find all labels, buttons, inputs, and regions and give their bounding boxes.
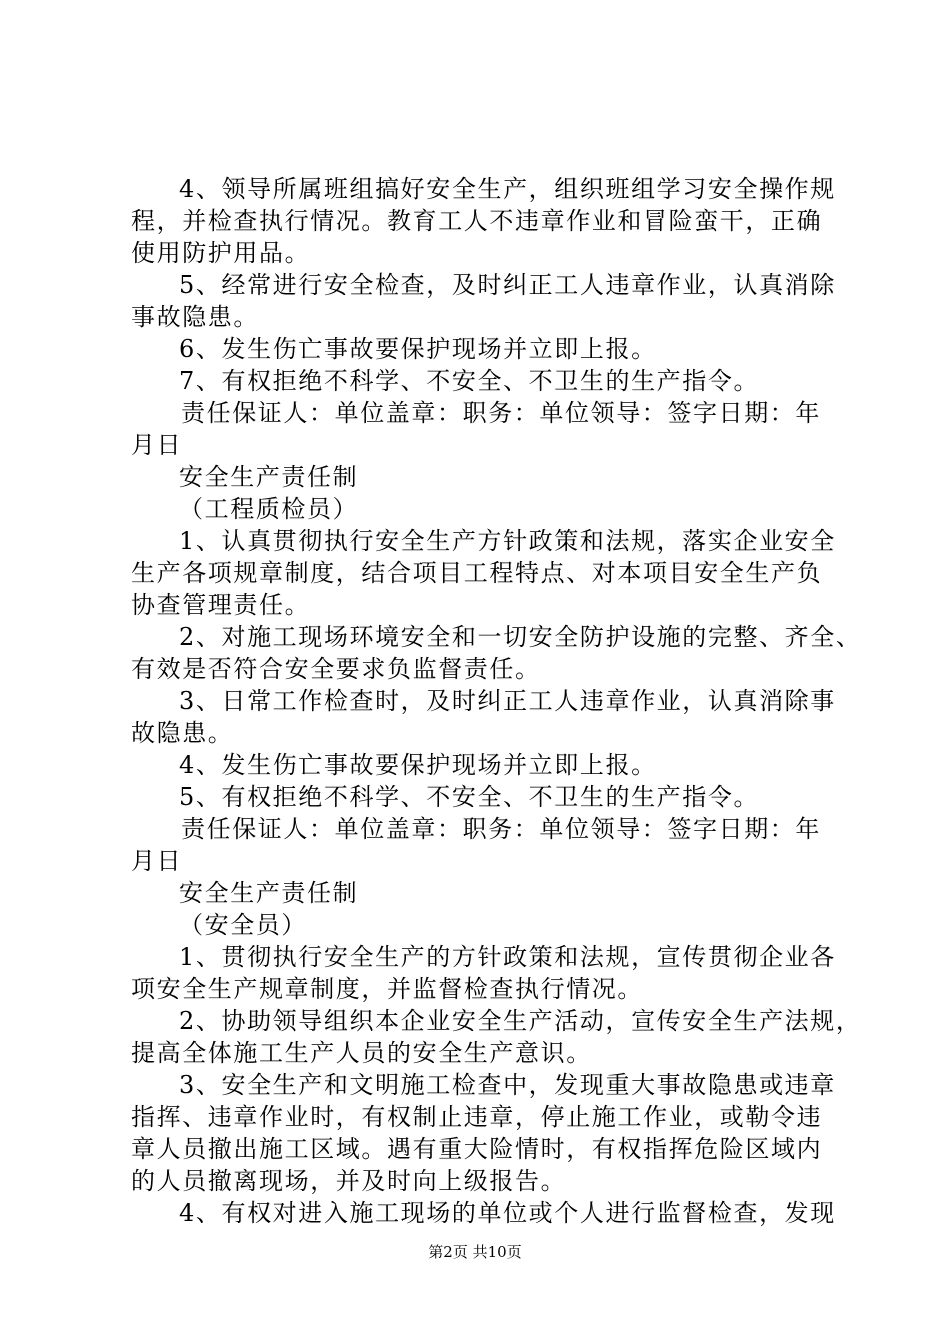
text-line: 3、安全生产和文明施工检查中，发现重大事故隐患或违章 — [179, 1071, 836, 1099]
section-subtitle: （安全员） — [179, 911, 307, 939]
text-line: 5、有权拒绝不科学、不安全、不卫生的生产指令。 — [179, 783, 760, 811]
text-line: 协查管理责任。 — [131, 591, 311, 619]
text-line: 4、有权对进入施工现场的单位或个人进行监督检查，发现 — [179, 1199, 836, 1227]
text-line: 1、认真贯彻执行安全生产方针政策和法规，落实企业安全 — [179, 527, 836, 555]
section-title: 安全生产责任制 — [179, 463, 359, 491]
text-line: 提高全体施工生产人员的安全生产意识。 — [131, 1039, 592, 1067]
text-line: 生产各项规章制度，结合项目工程特点、对本项目安全生产负 — [131, 559, 823, 587]
section-title: 安全生产责任制 — [179, 879, 359, 907]
section-subtitle: （工程质检员） — [179, 495, 359, 523]
text-line: 事故隐患。 — [131, 303, 259, 331]
page-total: 共10页 — [472, 1243, 522, 1261]
text-line: 故隐患。 — [131, 719, 234, 747]
text-line: 4、领导所属班组搞好安全生产，组织班组学习安全操作规 — [179, 175, 836, 203]
signature-line: 责任保证人：单位盖章：职务：单位领导：签字日期：年 — [181, 815, 821, 843]
text-line: 4、发生伤亡事故要保护现场并立即上报。 — [179, 751, 657, 779]
text-line: 3、日常工作检查时，及时纠正工人违章作业，认真消除事 — [179, 687, 836, 715]
text-line: 的人员撤离现场，并及时向上级报告。 — [131, 1167, 567, 1195]
page-number: 第2页 — [428, 1243, 468, 1261]
date-line: 月日 — [131, 431, 183, 459]
signature-line: 责任保证人：单位盖章：职务：单位领导：签字日期：年 — [181, 399, 821, 427]
text-line: 指挥、违章作业时，有权制止违章，停止施工作业，或勒令违 — [131, 1103, 823, 1131]
text-line: 7、有权拒绝不科学、不安全、不卫生的生产指令。 — [179, 367, 760, 395]
text-line: 5、经常进行安全检查，及时纠正工人违章作业，认真消除 — [179, 271, 836, 299]
page-footer — [0, 1242, 950, 1262]
text-line: 6、发生伤亡事故要保护现场并立即上报。 — [179, 335, 657, 363]
text-line: 项安全生产规章制度，并监督检查执行情况。 — [131, 975, 643, 1003]
text-line: 程，并检查执行情况。教育工人不违章作业和冒险蛮干，正确 — [131, 207, 823, 235]
text-line: 使用防护用品。 — [131, 239, 311, 267]
text-line: 有效是否符合安全要求负监督责任。 — [131, 655, 541, 683]
text-line: 章人员撤出施工区域。遇有重大险情时，有权指挥危险区域内 — [131, 1135, 823, 1163]
date-line: 月日 — [131, 847, 183, 875]
text-line: 1、贯彻执行安全生产的方针政策和法规，宣传贯彻企业各 — [179, 943, 836, 971]
text-line: 2、对施工现场环境安全和一切安全防护设施的完整、齐全、 — [179, 623, 862, 651]
document-body — [131, 173, 862, 1229]
text-line: 2、协助领导组织本企业安全生产活动，宣传安全生产法规， — [179, 1007, 862, 1035]
